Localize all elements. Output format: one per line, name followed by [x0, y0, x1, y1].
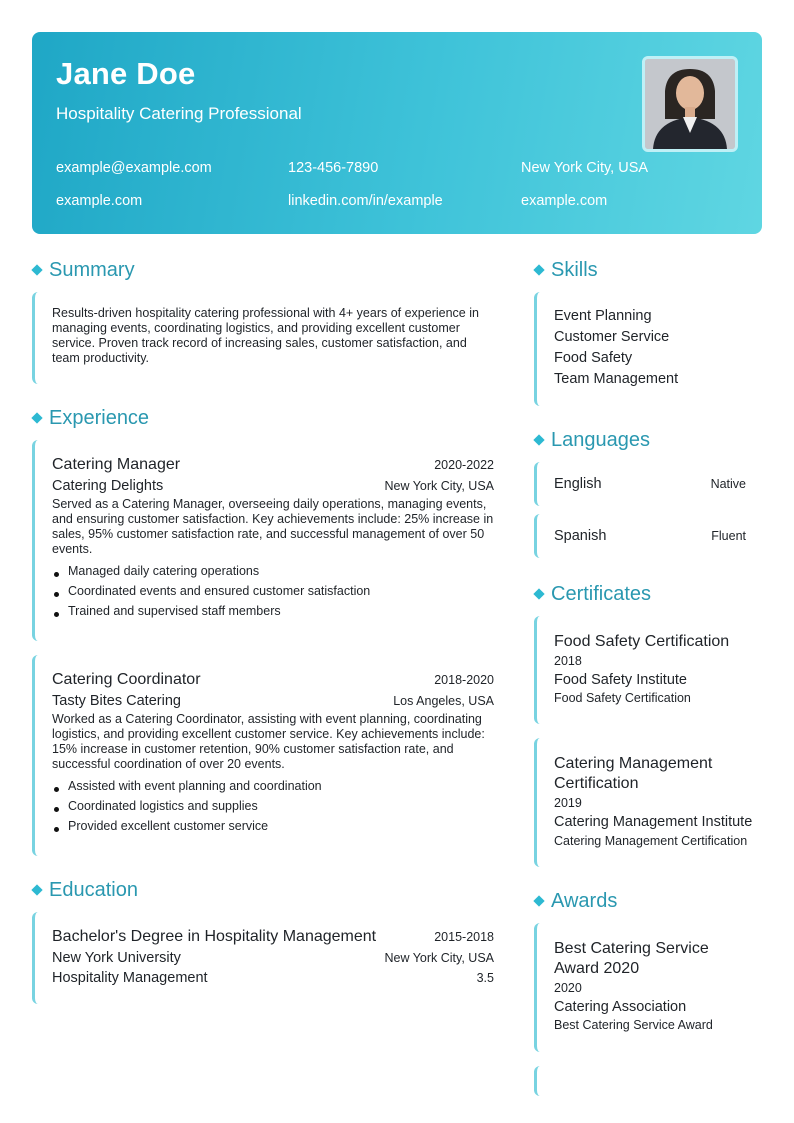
- diamond-bullet-icon: [31, 264, 42, 275]
- list-item: Assisted with event planning and coordination: [52, 776, 494, 796]
- award-issuer: Catering Association: [554, 999, 687, 1015]
- contact-linkedin[interactable]: linkedin.com/in/example: [288, 193, 443, 209]
- field-of-study: Hospitality Management: [52, 970, 208, 986]
- certificate-year: 2018: [554, 654, 582, 668]
- diamond-bullet-icon: [533, 264, 544, 275]
- job-role: Catering Coordinator: [52, 671, 201, 688]
- skills-section-header: [534, 256, 762, 284]
- experience-section-header: [32, 404, 494, 432]
- section-title: Awards: [551, 889, 618, 912]
- candidate-name: Jane Doe: [56, 56, 196, 91]
- award-item-continued: [534, 1066, 762, 1096]
- certificate-issuer: Food Safety Institute: [554, 672, 687, 688]
- gpa-value: 3.5: [476, 971, 494, 985]
- avatar-portrait-icon: [645, 59, 735, 149]
- certificate-name: Catering Management Certification: [554, 755, 713, 792]
- contact-website[interactable]: example.com: [56, 193, 143, 209]
- certificates-section-header: [534, 580, 762, 608]
- school-name: New York University: [52, 950, 181, 966]
- section-title: Certificates: [551, 582, 652, 605]
- awards-section-header: [534, 887, 762, 915]
- experience-item: [32, 440, 494, 641]
- education-card: [32, 912, 494, 1004]
- award-detail: Best Catering Service Award: [554, 1018, 713, 1032]
- languages-section-header: [534, 426, 762, 454]
- left-column: [32, 256, 494, 1004]
- education-dates: 2015-2018: [434, 930, 494, 944]
- skill-item: Customer Service: [554, 329, 670, 345]
- degree-name: Bachelor's Degree in Hospitality Management: [52, 928, 377, 945]
- skill-item: Event Planning: [554, 308, 652, 324]
- certificate-item: [534, 738, 762, 867]
- education-section-header: [32, 876, 494, 904]
- language-level: Native: [710, 477, 746, 491]
- certificate-detail: Food Safety Certification: [554, 691, 691, 705]
- list-item: Provided excellent customer service: [52, 816, 494, 836]
- diamond-bullet-icon: [533, 895, 544, 906]
- job-description: Worked as a Catering Coordinator, assisting with event planning, coordinating logistics, and providing excellent customer service. Key achievements include: 15% increase in customer retention, 90% customer satisfaction rate, and successful coordination of over 20 events.: [52, 712, 485, 771]
- section-title: Summary: [49, 258, 135, 281]
- certificate-detail: Catering Management Certification: [554, 834, 748, 848]
- certificate-name: Food Safety Certification: [554, 633, 730, 650]
- certificate-issuer: Catering Management Institute: [554, 814, 753, 830]
- job-role: Catering Manager: [52, 456, 181, 473]
- section-title: Education: [49, 878, 138, 901]
- skill-item: Team Management: [554, 371, 679, 387]
- section-title: Skills: [551, 258, 598, 281]
- award-item: [534, 923, 762, 1052]
- diamond-bullet-icon: [533, 434, 544, 445]
- job-bullets: [52, 561, 494, 621]
- job-dates: 2020-2022: [434, 458, 494, 472]
- skill-item: Food Safety: [554, 350, 633, 366]
- certificate-item: [534, 616, 762, 724]
- contact-email[interactable]: example@example.com: [56, 160, 212, 176]
- job-location: Los Angeles, USA: [393, 694, 494, 708]
- list-item: Managed daily catering operations: [52, 561, 494, 581]
- language-card: [534, 514, 762, 558]
- diamond-bullet-icon: [31, 884, 42, 895]
- certificate-year: 2019: [554, 796, 582, 810]
- award-name: Best Catering Service Award 2020: [554, 940, 709, 977]
- skills-card: [534, 292, 762, 406]
- contact-location: New York City, USA: [521, 160, 649, 176]
- language-name: English: [554, 476, 602, 492]
- summary-section-header: [32, 256, 494, 284]
- candidate-title: Hospitality Catering Professional: [56, 104, 302, 123]
- award-year: 2020: [554, 981, 582, 995]
- list-item: Coordinated events and ensured customer satisfaction: [52, 581, 494, 601]
- list-item: Trained and supervised staff members: [52, 601, 494, 621]
- profile-photo: [642, 56, 738, 152]
- contact-website-2[interactable]: example.com: [521, 193, 608, 209]
- section-title: Languages: [551, 428, 650, 451]
- job-company: Catering Delights: [52, 478, 164, 494]
- experience-item: [32, 655, 494, 856]
- job-dates: 2018-2020: [434, 673, 494, 687]
- section-title: Experience: [49, 406, 150, 429]
- right-column: [534, 256, 762, 1096]
- contact-phone[interactable]: 123-456-7890: [288, 160, 379, 176]
- language-level: Fluent: [711, 529, 746, 543]
- list-item: Coordinated logistics and supplies: [52, 796, 494, 816]
- language-name: Spanish: [554, 528, 607, 544]
- summary-card: [32, 292, 494, 384]
- summary-text: Results-driven hospitality catering professional with 4+ years of experience in managing events, coordinating logistics, and providing excellent customer service. Proven track record of increasing sales, customer satisfaction, and team productivity.: [52, 306, 479, 365]
- job-description: Served as a Catering Manager, overseeing daily operations, managing events, and ensuring customer satisfaction. Key achievements include: 25% increase in sales, 95% customer satisfaction rate, and successful management of over 50 events.: [52, 497, 494, 556]
- diamond-bullet-icon: [533, 588, 544, 599]
- language-card: [534, 462, 762, 506]
- diamond-bullet-icon: [31, 412, 42, 423]
- job-company: Tasty Bites Catering: [52, 693, 181, 709]
- job-location: New York City, USA: [384, 479, 494, 493]
- job-bullets: [52, 776, 494, 836]
- school-location: New York City, USA: [384, 951, 494, 965]
- resume-header: [32, 32, 762, 234]
